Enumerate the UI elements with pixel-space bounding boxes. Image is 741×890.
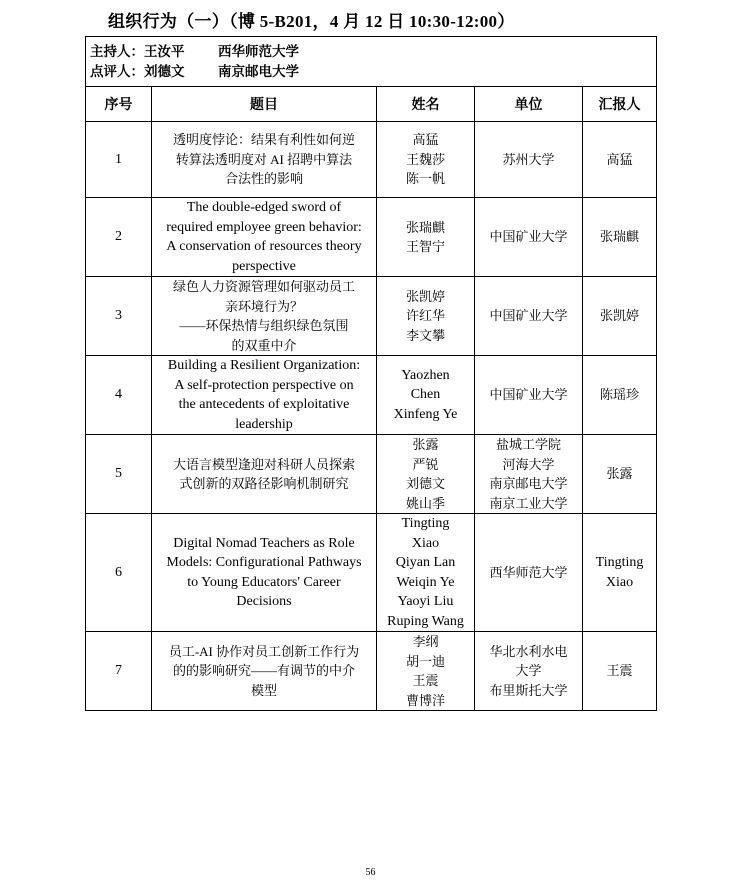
cell-no — [86, 435, 152, 514]
cell-topic-line: The double-edged sword of — [186, 200, 342, 215]
cell-names-line: 许红华 — [405, 308, 445, 324]
cell-units — [475, 632, 583, 711]
cell-names — [377, 435, 475, 514]
cell-topic-line: ——环保热情与组织绿色氛围 — [179, 318, 349, 333]
cell-units-line: 华北水利水电 — [489, 643, 568, 659]
cell-names — [377, 277, 475, 356]
cell-topic — [152, 632, 377, 711]
cell-topic-line: to Young Educators' Career — [187, 574, 341, 590]
cell-topic-line: Digital Nomad Teachers as Role — [173, 535, 355, 551]
cell-names-line: Chen — [410, 387, 441, 403]
table-row — [86, 435, 657, 514]
cell-topic — [152, 356, 377, 435]
cell-names-line: 姚山季 — [405, 495, 445, 511]
cell-units-line: 南京工业大学 — [489, 495, 568, 511]
cell-names-line: 胡一迪 — [405, 653, 445, 669]
cell-units-line: 南京邮电大学 — [489, 476, 568, 491]
cell-no-line: 5 — [115, 466, 122, 482]
cell-units-line: 大学 — [515, 663, 542, 679]
cell-no-line: 7 — [115, 663, 122, 679]
table-body — [86, 122, 657, 711]
cell-names — [377, 198, 475, 277]
cell-reporter-line: Xiao — [605, 574, 634, 590]
cell-topic-line: 亲环境行为？ — [224, 298, 303, 314]
cell-names-line: 张凯婷 — [405, 288, 445, 304]
cell-units-line: 布里斯托大学 — [489, 682, 568, 698]
header-topic: 题目 — [152, 87, 377, 122]
cell-names-line: Weiqin Ye — [396, 574, 455, 590]
cell-names — [377, 356, 475, 435]
cell-topic-line: leadership — [235, 416, 293, 432]
cell-names-line: 王智宁 — [405, 239, 445, 254]
cell-units — [475, 435, 583, 514]
host-line — [90, 42, 652, 62]
cell-names-line: Xiao — [411, 535, 440, 551]
cell-names-line: 曹博洋 — [405, 692, 445, 708]
cell-units-line: 河海大学 — [502, 456, 555, 472]
host-cell — [86, 37, 657, 87]
cell-units-line: 盐城工学院 — [495, 437, 561, 452]
schedule-table — [85, 36, 657, 711]
cell-topic — [152, 514, 377, 632]
cell-reporter — [583, 277, 657, 356]
cell-names-line: Tingting — [401, 516, 450, 531]
cell-topic — [152, 435, 377, 514]
cell-names — [377, 122, 475, 198]
cell-topic-line: A self-protection perspective on — [174, 377, 354, 393]
cell-no-line: 3 — [115, 308, 122, 324]
cell-topic-line: 的双重中介 — [231, 337, 297, 353]
cell-reporter-line: Tingting — [595, 555, 644, 570]
cell-names-line: Xinfeng Ye — [393, 406, 458, 422]
cell-topic — [152, 122, 377, 198]
cell-reporter — [583, 356, 657, 435]
cell-no — [86, 356, 152, 435]
cell-reporter — [583, 632, 657, 711]
cell-reporter — [583, 514, 657, 632]
reviewer-label: 点评人：刘德文 — [90, 63, 185, 79]
cell-units-line: 中国矿业大学 — [489, 387, 568, 403]
cell-units-line: 中国矿业大学 — [489, 308, 568, 324]
table-row — [86, 277, 657, 356]
cell-topic — [152, 277, 377, 356]
cell-units — [475, 514, 583, 632]
header-unit: 单位 — [475, 87, 583, 122]
cell-topic-line: 大语言模型逢迎对科研人员探索 — [172, 456, 355, 472]
session-title: 组织行为（一）（博 5-B201，4 月 12 日 10:30-12:00） — [108, 12, 515, 31]
table-row — [86, 356, 657, 435]
cell-reporter — [583, 198, 657, 277]
cell-topic-line: Models: Configurational Pathways — [166, 555, 362, 570]
cell-names-line: 刘德文 — [405, 476, 445, 491]
cell-reporter-line: 张露 — [606, 466, 633, 482]
cell-names-line: 高猛 — [412, 132, 439, 148]
cell-reporter-line: 高猛 — [606, 151, 633, 167]
cell-topic-line: 透明度悖论：结果有利性如何逆 — [172, 132, 355, 148]
cell-no-line: 6 — [115, 564, 122, 580]
cell-names-line: 王震 — [412, 673, 439, 688]
cell-reporter — [583, 122, 657, 198]
header-no: 序号 — [86, 87, 152, 122]
cell-names-line: 李文攀 — [405, 327, 445, 343]
cell-topic-line: the antecedents of exploitative — [178, 397, 350, 412]
cell-names-line: Ruping Wang — [387, 613, 464, 629]
cell-no — [86, 632, 152, 711]
cell-no — [86, 277, 152, 356]
header-reporter: 汇报人 — [583, 87, 657, 122]
cell-topic-line: 员工-AI 协作对员工创新工作行为 — [168, 643, 360, 659]
reviewer-org: 南京邮电大学 — [218, 63, 299, 79]
cell-topic-line: 合法性的影响 — [224, 171, 303, 187]
reviewer-line — [90, 62, 652, 82]
cell-names-line: 王魏莎 — [405, 151, 445, 167]
cell-topic — [152, 198, 377, 277]
cell-units — [475, 356, 583, 435]
cell-names-line: Qiyan Lan — [395, 555, 456, 570]
cell-no — [86, 122, 152, 198]
cell-topic-line: 式创新的双路径影响机制研究 — [179, 476, 349, 491]
cell-units-line: 西华师范大学 — [489, 564, 568, 580]
table-row — [86, 632, 657, 711]
header-row — [86, 87, 657, 122]
cell-reporter — [583, 435, 657, 514]
cell-topic-line: Decisions — [236, 594, 292, 609]
cell-topic-line: 的的影响研究——有调节的中介 — [172, 663, 355, 679]
table-row — [86, 122, 657, 198]
host-label: 主持人：王汝平 — [90, 43, 185, 59]
cell-topic-line: Building a Resilient Organization: — [167, 358, 361, 373]
cell-names-line: Yaozhen — [401, 367, 450, 383]
cell-topic-line: A conservation of resources theory — [166, 239, 362, 254]
cell-no-line: 4 — [115, 387, 122, 403]
table-row — [86, 198, 657, 277]
cell-no — [86, 514, 152, 632]
cell-no — [86, 198, 152, 277]
cell-units-line: 中国矿业大学 — [489, 229, 568, 245]
cell-names-line: 严锐 — [412, 456, 439, 472]
cell-names — [377, 632, 475, 711]
cell-names-line: Yaoyi Liu — [397, 594, 454, 609]
cell-units — [475, 198, 583, 277]
cell-topic-line: 转算法透明度对 AI 招聘中算法 — [175, 151, 353, 167]
table-row — [86, 514, 657, 632]
host-org: 西华师范大学 — [218, 43, 299, 59]
cell-names-line: 陈一帆 — [405, 171, 445, 187]
cell-topic-line: 绿色人力资源管理如何驱动员工 — [172, 279, 355, 294]
cell-topic-line: perspective — [232, 258, 296, 274]
cell-reporter-line: 张凯婷 — [600, 308, 640, 324]
header-name: 姓名 — [377, 87, 475, 122]
cell-topic-line: required employee green behavior: — [166, 219, 362, 235]
host-row — [86, 37, 657, 87]
cell-reporter-line: 王震 — [606, 663, 633, 679]
page-number: 56 — [365, 867, 376, 878]
cell-names — [377, 514, 475, 632]
cell-names-line: 李纲 — [412, 634, 439, 649]
cell-names-line: 张露 — [412, 437, 439, 452]
cell-topic-line: 模型 — [250, 682, 277, 698]
cell-names-line: 张瑞麒 — [405, 219, 445, 235]
cell-units — [475, 277, 583, 356]
cell-units-line: 苏州大学 — [502, 151, 555, 167]
cell-reporter-line: 张瑞麒 — [600, 229, 640, 245]
cell-units — [475, 122, 583, 198]
cell-reporter-line: 陈瑶珍 — [600, 387, 640, 403]
cell-no-line: 2 — [115, 229, 122, 245]
cell-no-line: 1 — [115, 151, 122, 167]
